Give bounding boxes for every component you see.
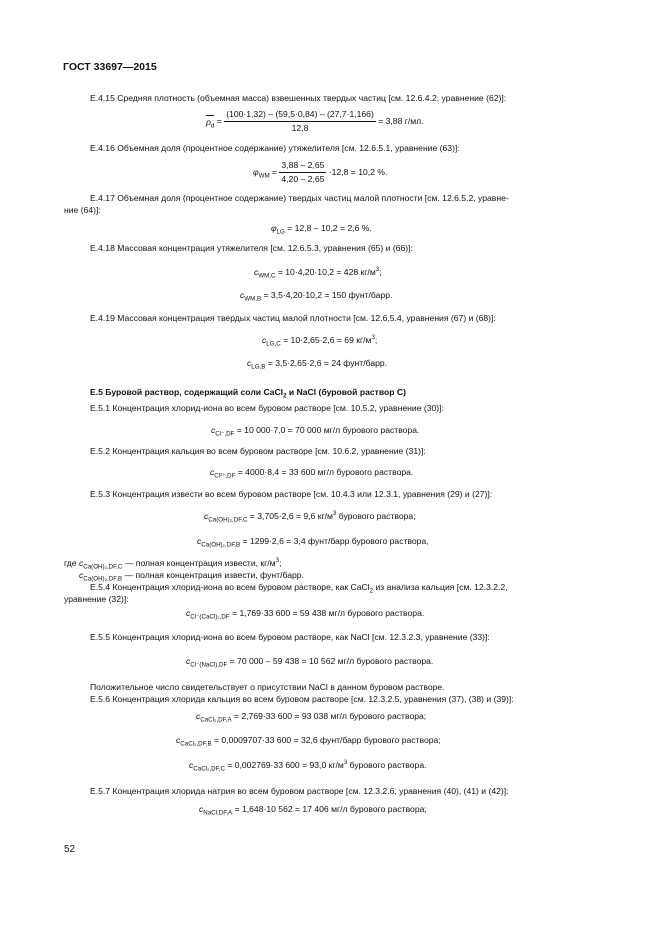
equation-e417: $\varphi_{LG} = 12,8 - 10,2 = 2,6$ %.: [271, 223, 372, 236]
equation-e415: $\rho_d$ = $\frac{(100\cdot 1,32) - (59,5\cdot 0,84) - (27,7\cdot 1,166)}{12,8}$ = 3,88 г/мл.: [206, 109, 424, 133]
equation-e419-c: $c_{LG,C} = 10\cdot 2,65\cdot 2,6 = 69$ $кг/м^3$;: [262, 334, 378, 348]
section-e56-text: E.5.6 Концентрация хлорида кальция во всем буровом растворе [см. 12.3.2.5, уравнения (37), (38) и (39)]:: [90, 694, 514, 704]
section-e54-text-line1: E.5.4 Концентрация хлорид-иона во всем буровом растворе, как CaCl$_2$ из анализа кальция [см. 12.3.2.2,: [90, 582, 508, 595]
equation-e418-b: $c_{WM,B} = 3,5\cdot 4,20\cdot 10,2 = 150$ фунт/барр.: [240, 290, 393, 303]
section-e52-text: E.5.2 Концентрация кальция во всем буровом растворе [см. 10.6.2, уравнение (31)]:: [90, 446, 426, 456]
equation-e52: $c_{Cl^{2+},DF} = 4000\cdot 8,4 = 33$ 600 мг/л бурового раствора.: [210, 467, 414, 480]
section-e5-title: E.5 Буровой раствор, содержащий соли CaCl$_2$ и NaCl (буровой раствор С): [90, 387, 406, 400]
section-e53-text: E.5.3 Концентрация извести во всем буровом растворе [см. 10.4.3 или 12.3.1, уравнения (29) и (27)]:: [90, 489, 493, 499]
fraction-e415: $\frac{(100\cdot 1,32) - (59,5\cdot 0,84) - (27,7\cdot 1,166)}{12,8}$: [226, 109, 374, 133]
section-e415-text: E.4.15 Средняя плотность (объемная масса) взвешенных твердых частиц [см. 12.6.4.2, уравнение (62)]:: [90, 93, 507, 103]
page-number: 52: [64, 844, 76, 855]
section-e418-text: E.4.18 Массовая концентрация утяжелителя [см. 12.6.5.3, уравнения (65) и (66)]:: [90, 243, 413, 253]
legend-e53-b: $c_{Ca(OH)_2,DF,B}$ — полная концентрация извести, фунт/барр.: [79, 570, 304, 583]
equation-e56-c: $c_{CaCl_2,DF,C} = 0,002769\cdot 33$ 600 = 93,0 $кг/м^3$ бурового раствора.: [189, 759, 427, 773]
equation-e416: $\varphi_{WM}$ = $\frac{3,88 - 2,65}{4,20 - 2,65}$ ·12,8 = 10,2 %.: [253, 160, 388, 184]
equation-e51: $c_{Cl^-,DF} = 10$ 000·7,0 = 70 000 мг/л бурового раствора.: [211, 425, 420, 438]
section-e417-text-line2: ние (64)]:: [64, 205, 101, 215]
section-e57-text: E.5.7 Концентрация хлорида натрия во всем буровом растворе [см. 12.3.2.6, уравнения (40), (41) и (42)]:: [90, 786, 509, 796]
equation-e53-b: $c_{Ca(OH)_2,DF,B} = 1299\cdot 2,6 = 3,4$ фунт/барр бурового раствора,: [197, 536, 429, 549]
section-e416-text: E.4.16 Объемная доля (процентное содержание) утяжелителя [см. 12.6.5.1, уравнение (63)]:: [90, 143, 460, 153]
section-e419-text: E.4.19 Массовая концентрация твердых частиц малой плотности [см. 12.6.5.4, уравнения (67) и (68)]:: [90, 313, 496, 323]
section-e54-text-line2: уравнение (32)]:: [64, 594, 129, 604]
equation-e54: $c_{Cl^-(CaCl)_2,DF} = 1,769\cdot 33$ 600 = 59 438 мг/л бурового раствора.: [186, 608, 425, 621]
section-e417-text-line1: E.4.17 Объемная доля (процентное содержание) твердых частиц малой плотности [см. 12.6.5.2, уравне-: [90, 193, 509, 203]
page-header: ГОСТ 33697—2015: [63, 61, 157, 73]
equation-e53-c: $c_{Ca(OH)_2,DF,C} = 3,705\cdot 2,6 = 9,6$ $кг/м^3$ бурового раствора;: [204, 510, 416, 524]
legend-e53-c: где $c_{Ca(OH)_2,DF,C}$ — полная концентрация извести, $кг/м^3$;: [64, 557, 282, 571]
equation-e55: $c_{Cl^-(NaCl),DF} = 70$ 000 – 59 438 = 10 562 мг/л бурового раствора.: [186, 656, 434, 669]
section-e51-text: E.5.1 Концентрация хлорид-иона во всем буровом растворе [см. 10.5.2, уравнение (30)]:: [90, 403, 444, 413]
equation-e56-b: $c_{CaCl_2,DF,B} = 0,0009707\cdot 33$ 600 = 32,6 фунт/барр бурового раствора;: [176, 735, 441, 748]
equation-e418-c: $c_{WM,C} = 10\cdot 4,20\cdot 10,2 = 428$ $кг/м^3$;: [254, 266, 382, 280]
equation-e419-b: $c_{LG,B} = 3,5\cdot 2,65\cdot 2,6 = 24$ фунт/барр.: [247, 358, 388, 371]
fraction-e416: $\frac{3,88 - 2,65}{4,20 - 2,65}$: [281, 160, 325, 184]
equation-e57: $c_{NaCl,DF,A} = 1,648\cdot 10$ 562 = 17 406 мг/л бурового раствора;: [199, 804, 427, 817]
equation-e56-a: $c_{CaCl_2,DF,A} = 2,769\cdot 33$ 600 = 93 038 мг/л бурового раствора;: [196, 711, 427, 724]
section-e55-text: E.5.5 Концентрация хлорид-иона во всем буровом растворе, как NaCl [см. 12.3.2.3, уравнение (33)]:: [90, 632, 490, 642]
section-e55-note: Положительное число свидетельствует о присутствии NaCl в данном буровом растворе.: [90, 682, 445, 692]
